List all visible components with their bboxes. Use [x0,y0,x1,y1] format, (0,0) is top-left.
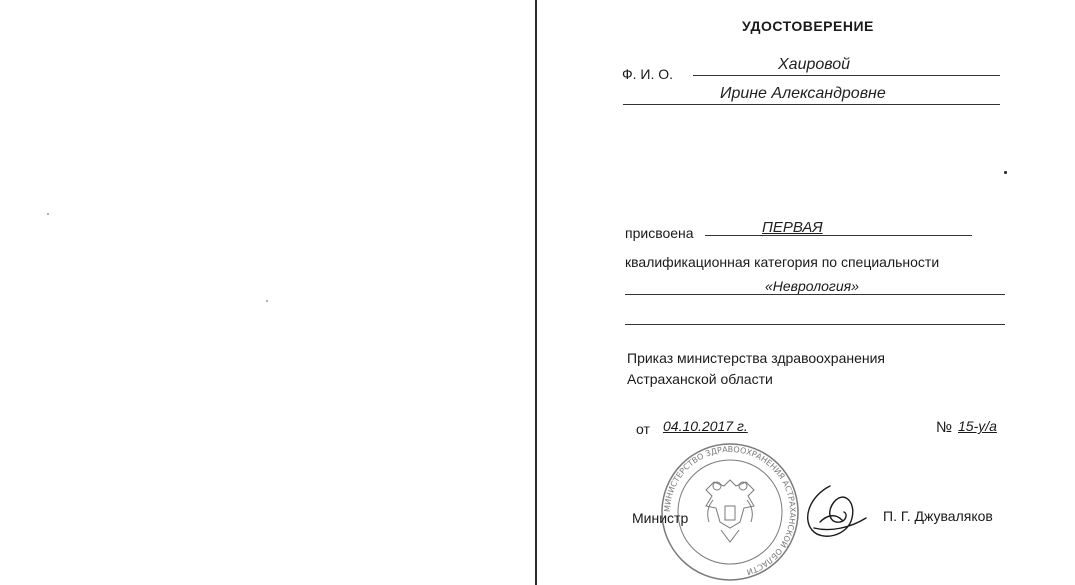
fio-underline-2 [623,104,1000,105]
document-title: УДОСТОВЕРЕНИЕ [742,18,874,34]
specialty-value: «Неврология» [765,278,859,294]
category-text: квалификационная категория по специальности [625,254,940,270]
page-fold-line [535,0,537,585]
category-value: ПЕРВАЯ [762,219,823,236]
specialty-underline-2 [625,324,1005,325]
minister-name: П. Г. Джуваляков [883,508,993,524]
date-label: от [636,421,650,437]
number-label: № [936,419,953,436]
handwritten-signature [800,478,870,548]
order-line-1: Приказ министерства здравоохранения [627,350,886,366]
surname-value: Хаировой [778,56,851,73]
assigned-label: присвоена [625,225,694,241]
paper-speck [47,213,49,215]
number-value: 15-у/а [958,418,997,434]
specialty-underline-1 [625,294,1005,295]
ink-dot [1004,171,1007,174]
category-underline [705,235,972,236]
name-patronymic-value: Ирине Александровне [720,85,886,102]
fio-underline-1 [693,75,1000,76]
minister-label: Министр [632,510,689,526]
seal-ring-text: МИНИСТЕРСТВО ЗДРАВООХРАНЕНИЯ АСТРАХАНСКОЙ ОБЛАСТИ [662,444,798,577]
paper-speck [266,300,268,302]
fio-label: Ф. И. О. [622,66,674,82]
date-value: 04.10.2017 г. [663,418,748,434]
order-line-2: Астраханской области [627,371,773,387]
